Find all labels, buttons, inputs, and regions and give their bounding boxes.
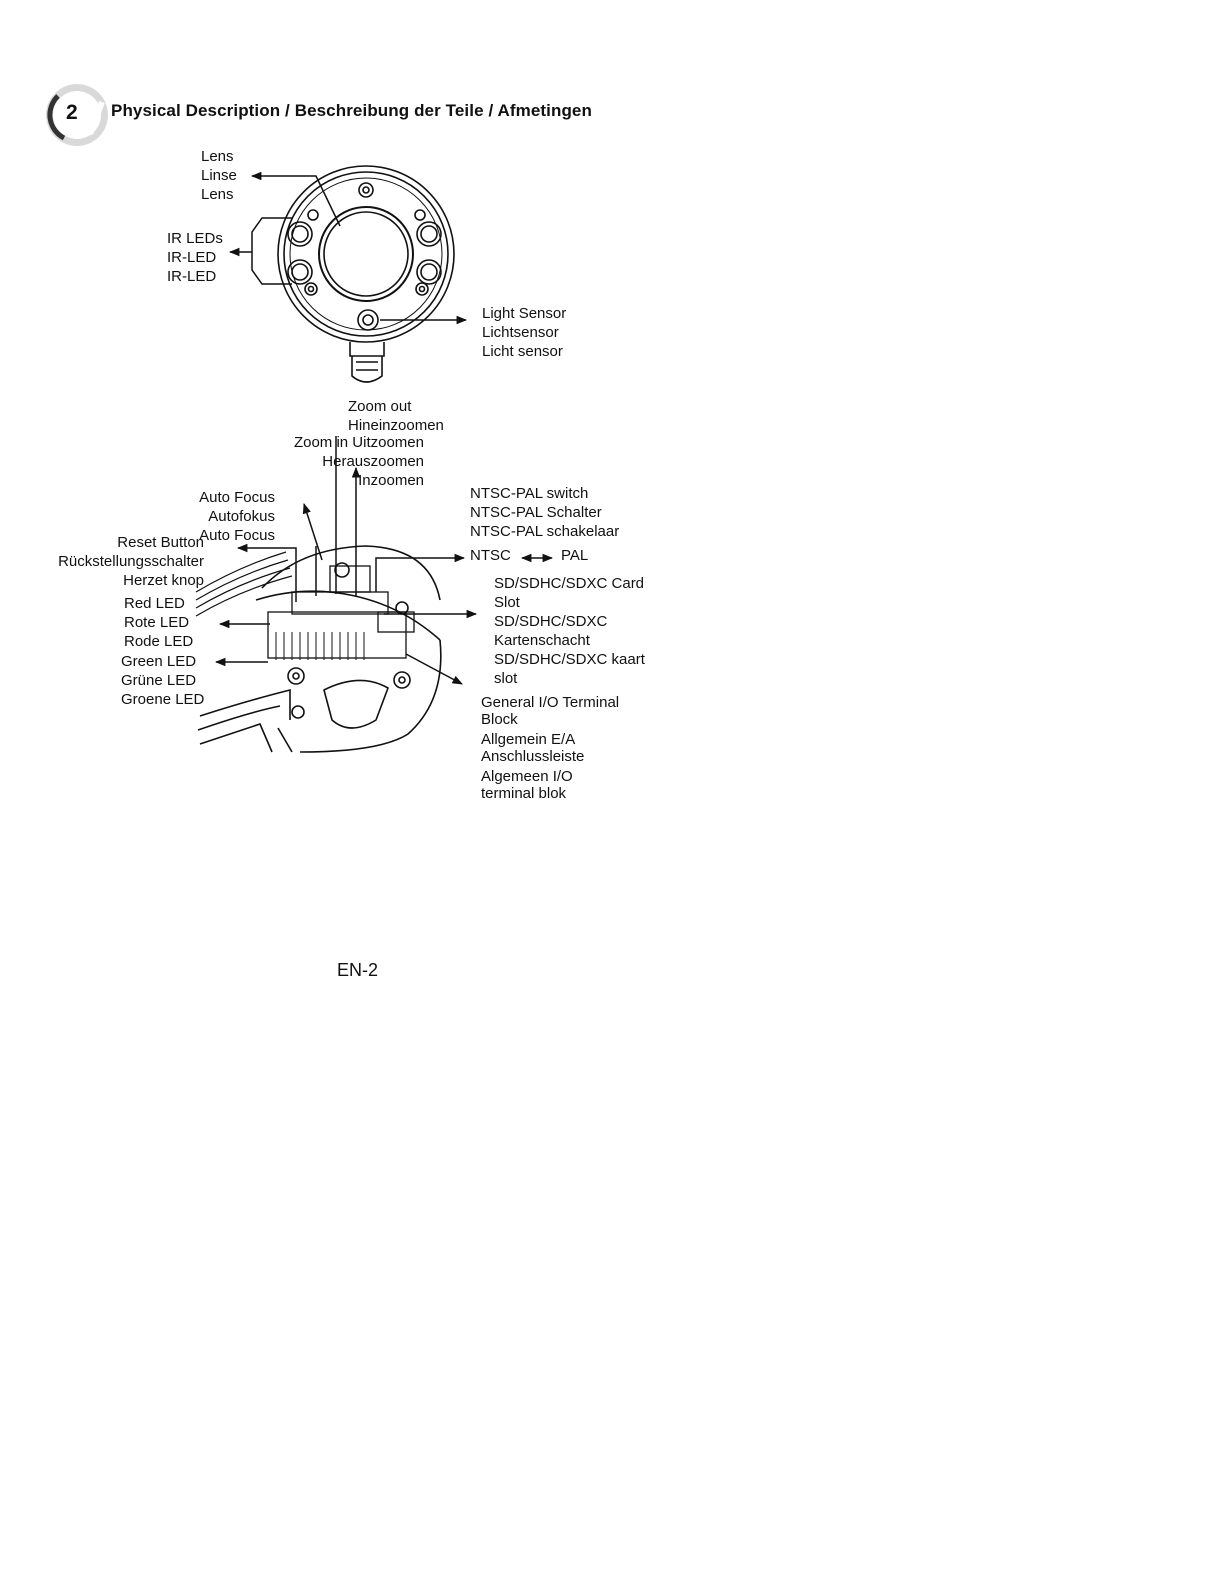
ntsc-pal-switch-label: NTSC-PAL switch NTSC-PAL Schalter NTSC-PAL schakelaar (470, 485, 620, 540)
red-led-label: Red LED Rote LED Rode LED (124, 595, 194, 650)
section-number: 2 (66, 101, 78, 124)
reset-button-label: Reset Button Rückstellungsschalter Herzet knop (58, 534, 204, 589)
zoom-out-label: Zoom out Hineinzoomen (348, 398, 444, 434)
green-led-label: Green LED Grüne LED Groene LED (121, 653, 205, 708)
section-title: Physical Description / Beschreibung der Teile / Afmetingen (111, 101, 592, 120)
camera-internal-view (196, 546, 441, 752)
lens-label: Lens Linse Lens (201, 148, 237, 203)
sd-card-slot-label: SD/SDHC/SDXC Card Slot SD/SDHC/SDXC Kartenschacht SD/SDHC/SDXC kaart slot (494, 575, 645, 687)
pal-label: PAL (561, 547, 589, 564)
page-number: EN-2 (337, 960, 379, 980)
camera-front-view (278, 166, 454, 382)
ir-leds-label: IR LEDs IR-LED IR-LED (167, 230, 223, 285)
light-sensor-label: Light Sensor Lichtsensor Licht sensor (482, 305, 567, 360)
io-terminal-block-label: General I/O Terminal Block Allgemein E/A Anschlussleiste Algemeen I/O terminal blok (481, 694, 620, 802)
zoom-in-label: Zoom in Uitzoomen Herauszoomen Inzoomen (293, 434, 424, 489)
ntsc-label: NTSC (470, 547, 511, 564)
auto-focus-label: Auto Focus Autofokus Auto Focus (199, 489, 275, 544)
